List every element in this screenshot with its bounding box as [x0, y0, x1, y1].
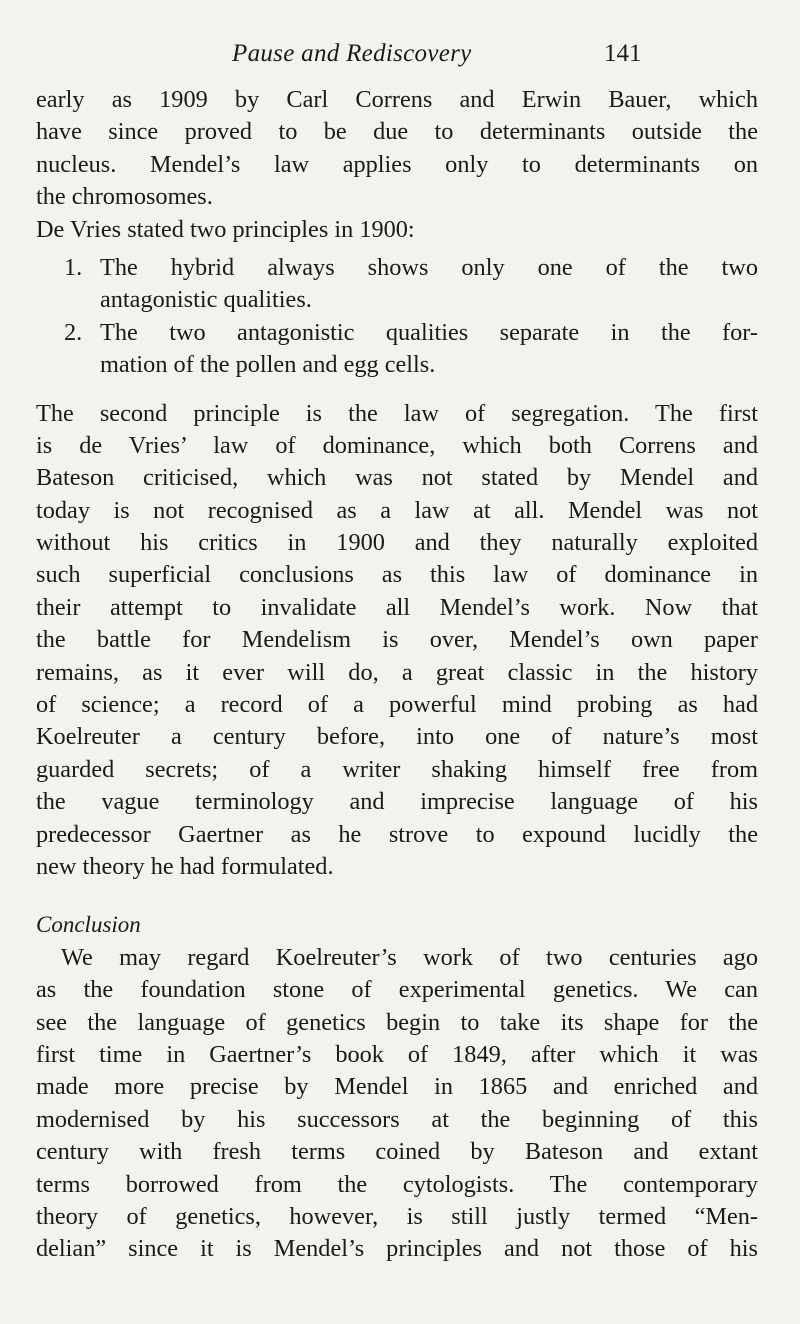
- text-line: Bateson criticised, which was not stated by Mendel and: [36, 464, 758, 492]
- text-line: De Vries stated two principles in 1900:: [36, 215, 415, 243]
- text-line: antagonistic qualities.: [100, 286, 312, 314]
- text-line: We may regard Koelreuter’s work of two centuries ago: [61, 943, 758, 971]
- text-line: terms borrowed from the cytologists. The contemporary: [36, 1170, 758, 1198]
- text-line: new theory he had formulated.: [36, 852, 334, 880]
- spacer: [36, 883, 758, 909]
- paragraph-continuation: [36, 84, 758, 214]
- list-number: 2.: [64, 318, 83, 346]
- text-line: delian” since it is Mendel’s principles and not those of his: [36, 1235, 758, 1263]
- list-item: [36, 317, 758, 382]
- text-line: such superficial conclusions as this law of dominance in: [36, 561, 758, 589]
- running-head: [0, 40, 800, 80]
- text-line: Koelreuter a century before, into one of nature’s most: [36, 723, 758, 751]
- text-line: made more precise by Mendel in 1865 and enriched and: [36, 1073, 758, 1101]
- text-line: first time in Gaertner’s book of 1849, after which it was: [36, 1040, 758, 1068]
- paragraph-conclusion-continued: [36, 974, 758, 1266]
- text-line: predecessor Gaertner as he strove to expound lucidly the: [36, 820, 758, 848]
- text-line: the chromosomes.: [36, 183, 213, 211]
- list-number: 1.: [64, 253, 83, 281]
- text-line: remains, as it ever will do, a great classic in the history: [36, 658, 758, 686]
- text-line: The two antagonistic qualities separate in the for-: [100, 318, 758, 346]
- running-title: Pause and Rediscovery: [232, 40, 472, 67]
- text-line: as the foundation stone of experimental genetics. We can: [36, 976, 758, 1004]
- text-line: their attempt to invalidate all Mendel’s work. Now that: [36, 593, 758, 621]
- spacer: [36, 382, 758, 398]
- text-line: of science; a record of a powerful mind probing as had: [36, 691, 758, 719]
- text-line: have since proved to be due to determinants outside the: [36, 118, 758, 146]
- list-item: [36, 252, 758, 317]
- text-line: today is not recognised as a law at all. Mendel was not: [36, 496, 758, 524]
- body-text: [36, 84, 758, 1266]
- text-line: without his critics in 1900 and they naturally exploited: [36, 529, 758, 557]
- text-line: century with fresh terms coined by Bateson and extant: [36, 1138, 758, 1166]
- page-number: 141: [604, 40, 642, 67]
- text-line: The second principle is the law of segregation. The first: [36, 399, 758, 427]
- paragraph-segregation: [36, 398, 758, 884]
- text-line: The hybrid always shows only one of the two: [100, 253, 758, 281]
- paragraph-conclusion: [36, 942, 758, 974]
- text-line: is de Vries’ law of dominance, which both Correns and: [36, 431, 758, 459]
- text-line: the vague terminology and imprecise language of his: [36, 788, 758, 816]
- text-line: mation of the pollen and egg cells.: [100, 351, 436, 379]
- text-line: early as 1909 by Carl Correns and Erwin Bauer, which: [36, 86, 758, 113]
- section-heading-conclusion: Conclusion: [36, 912, 141, 938]
- text-line: theory of genetics, however, is still justly termed “Men-: [36, 1202, 758, 1230]
- paragraph-principles-intro: [36, 214, 758, 246]
- text-line: see the language of genetics begin to take its shape for the: [36, 1008, 758, 1036]
- text-line: guarded secrets; of a writer shaking himself free from: [36, 755, 758, 783]
- text-line: nucleus. Mendel’s law applies only to determinants on: [36, 150, 758, 178]
- text-line: modernised by his successors at the beginning of this: [36, 1105, 758, 1133]
- principles-list: [36, 252, 758, 382]
- text-line: the battle for Mendelism is over, Mendel’s own paper: [36, 626, 758, 654]
